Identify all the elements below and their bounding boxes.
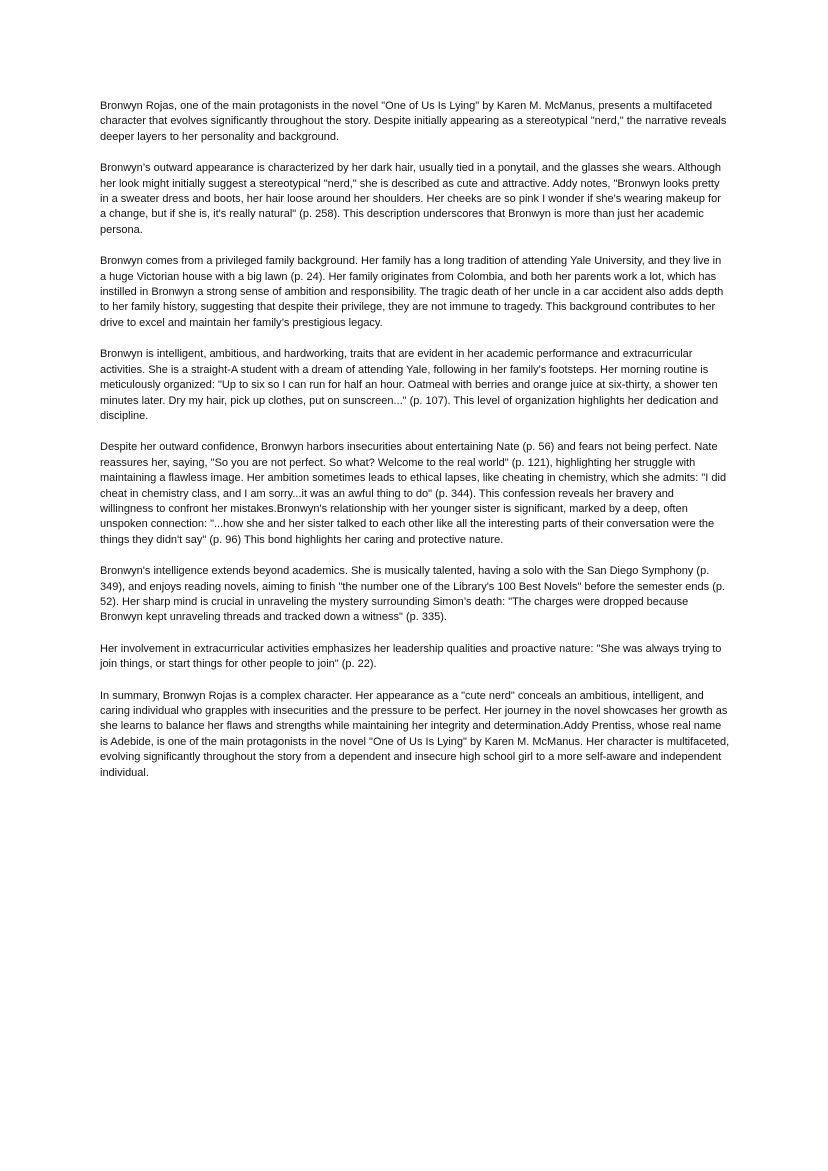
paragraph-appearance: Bronwyn’s outward appearance is characterized by her dark hair, usually tied in a ponytail, and the glasses she wears. Although her look might initially suggest a stereotypical "nerd," she is described as cute and attractive. Addy notes, "Bronwyn looks pretty in a sweater dress and boots, her hair loose around her shoulders. Her cheeks are so pink I wonder if she's wearing makeup for a change, but if she is, it's really natural" (p. 258). This description underscores that Bronwyn is more than just her academic persona. bbox=[100, 162, 722, 236]
document-page bbox=[100, 99, 730, 797]
paragraph-family-background: Bronwyn comes from a privileged family background. Her family has a long tradition of attending Yale University, and they live in a huge Victorian house with a big lawn (p. 24). Her family originates from Colombia, and both her parents work a lot, which has instilled in Bronwyn a strong sense of ambition and responsibility. The tragic death of her uncle in a car accident also adds depth to her family history, suggesting that despite their privilege, they are not immune to tragedy. This background contributes to her drive to excel and maintain her family’s prestigious legacy. bbox=[100, 255, 724, 329]
paragraph-extracurricular: Her involvement in extracurricular activities emphasizes her leadership qualities and proactive nature: "She was always trying to join things, or start things for other people to join" (p. 22). bbox=[100, 642, 722, 671]
paragraph-intro: Bronwyn Rojas, one of the main protagonists in the novel "One of Us Is Lying" by Karen M. McManus, presents a multifaceted character that evolves significantly throughout the story. Despite initially appearing as a stereotypical "nerd," the narrative reveals deeper layers to her personality and background. bbox=[100, 100, 727, 143]
paragraph-insecurities: Despite her outward confidence, Bronwyn harbors insecurities about entertaining Nate (p. 56) and fears not being perfect. Nate reassures her, saying, "So you are not perfect. So what? Welcome to the real world" (p. 121), highlighting her struggle with maintaining a flawless image. Her ambition sometimes leads to ethical lapses, like cheating in chemistry, which she admits: "I did cheat in chemistry class, and I am sorry...it was an awful thing to do" (p. 344). This confession reveals her bravery and willingness to confront her mistakes.Bronwyn's relationship with her younger sister is significant, marked by a deep, often unspoken connection: "...how she and her sister talked to each other like all the interesting parts of their conversation were the things they didn't say" (p. 96) This bond highlights her caring and protective nature. bbox=[100, 441, 727, 546]
paragraph-traits: Bronwyn is intelligent, ambitious, and hardworking, traits that are evident in her academic performance and extracurricular activities. She is a straight-A student with a dream of attending Yale, following in her family's footsteps. Her morning routine is meticulously organized: "Up to six so I can run for half an hour. Oatmeal with berries and orange juice at six-thirty, a shower ten minutes later. Dry my hair, pick up clothes, put on sunscreen..." (p. 107). This level of organization highlights her dedication and discipline. bbox=[100, 348, 719, 422]
paragraph-intelligence: Bronwyn's intelligence extends beyond academics. She is musically talented, having a solo with the San Diego Symphony (p. 349), and enjoys reading novels, aiming to finish "the number one of the Library's 100 Best Novels" before the semester ends (p. 52). Her sharp mind is crucial in unraveling the mystery surrounding Simon’s death: "The charges were dropped because Bronwyn kept unraveling threads and tracked down a witness" (p. 335). bbox=[100, 565, 726, 624]
paragraph-summary: In summary, Bronwyn Rojas is a complex character. Her appearance as a "cute nerd" conceals an ambitious, intelligent, and caring individual who grapples with insecurities and the pressure to be perfect. Her journey in the novel showcases her growth as she learns to balance her flaws and strengths while maintaining her integrity and determination.Addy Prentiss, whose real name is Adebide, is one of the main protagonists in the novel "One of Us Is Lying" by Karen M. McManus. Her character is multifaceted, evolving significantly throughout the story from a dependent and insecure high school girl to a more self-aware and independent individual. bbox=[100, 689, 730, 779]
